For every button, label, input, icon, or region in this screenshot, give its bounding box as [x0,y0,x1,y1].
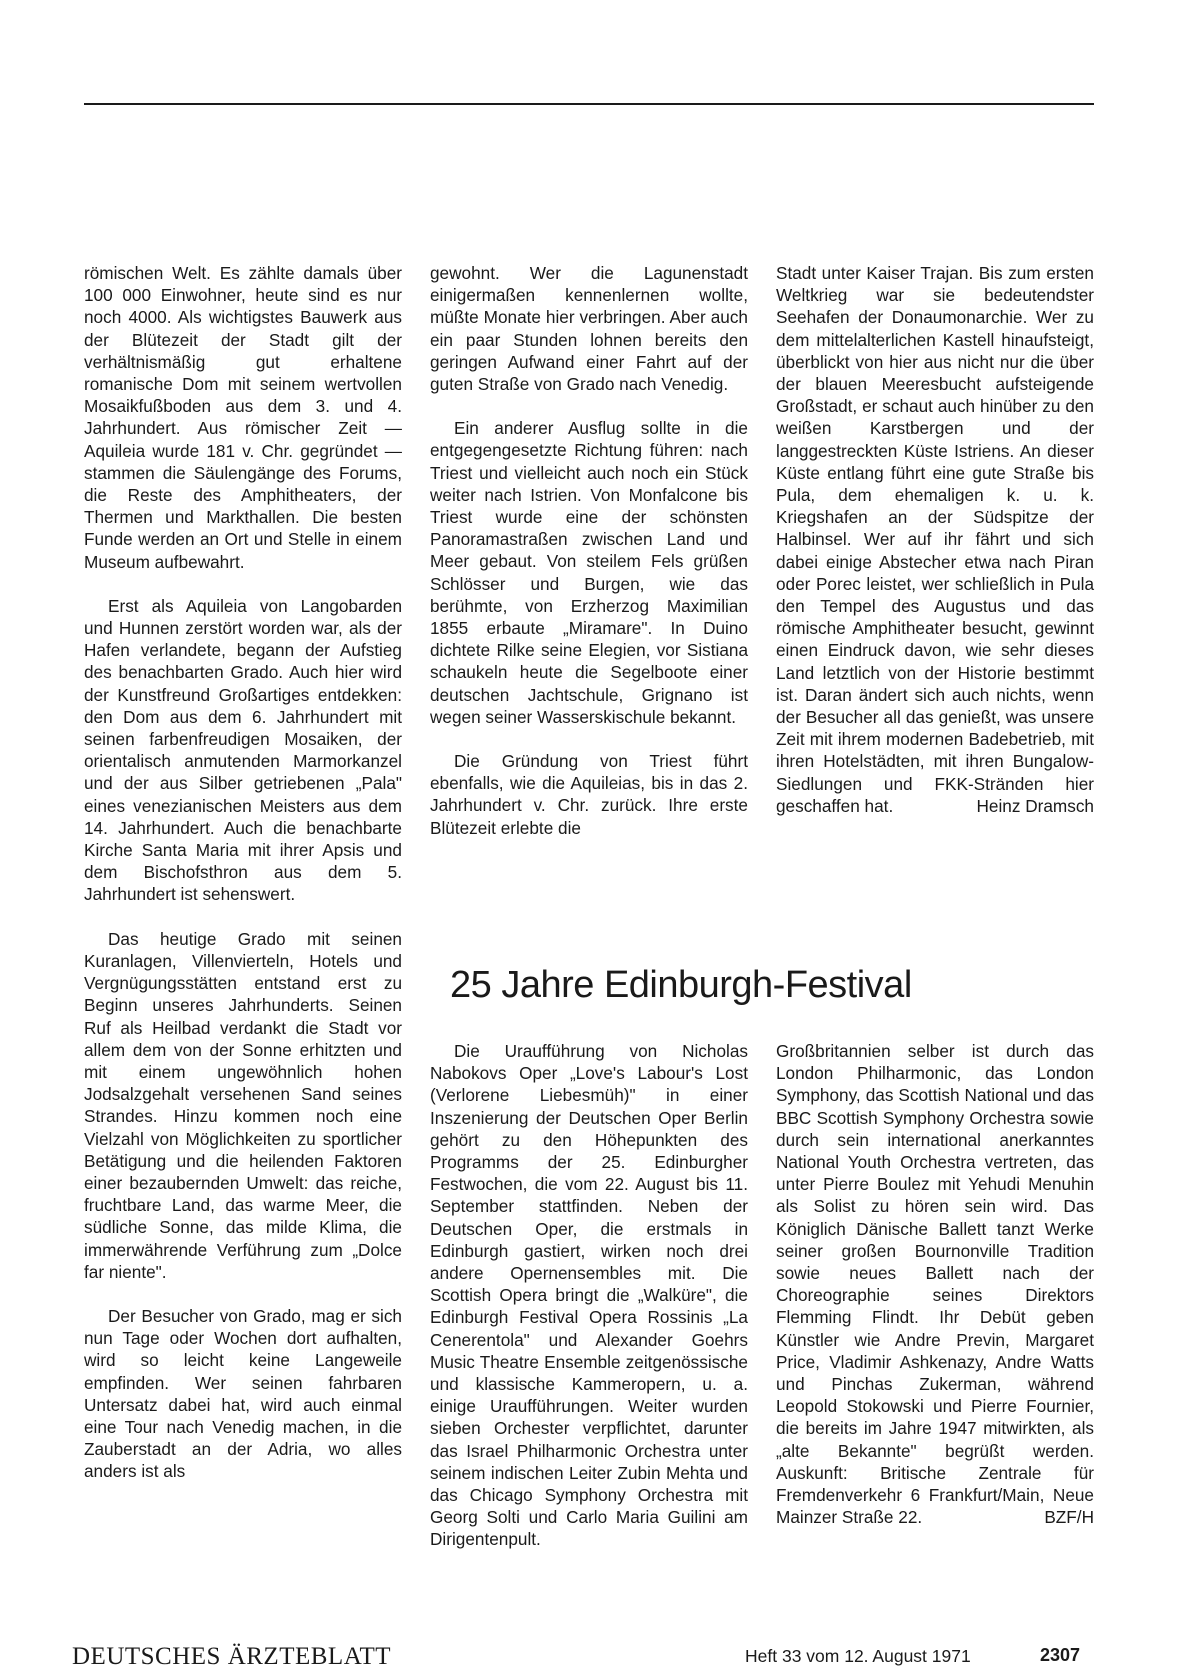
article1-col1-paragraph: Der Besucher von Grado, mag er sich nun Tage oder Wochen dort aufhalten, wird so leicht keine Langeweile empfinden. Wer seinen fahrbaren Untersatz dabei hat, wird auch einmal eine Tour nach Venedig machen, in die Zauberstadt an der Adria, wo alles anders ist als [84,1305,402,1482]
article1-col1-paragraph: Erst als Aquileia von Langobarden und Hunnen zerstört worden war, als der Hafen verlandete, begann der Aufstieg des benachbarten Grado. Auch hier wird der Kunstfreund Großartiges entdekken: den Dom aus dem 6. Jahrhundert mit seinen farbenfreudigen Mosaiken, der orientalisch anmutenden Marmorkanzel und der aus Silber getriebenen „Pala" eines venezianischen Meisters aus dem 14. Jahrhundert. Auch die benachbarte Kirche Santa Maria mit ihrer Apsis und dem Bischofsthron aus dem 5. Jahrhundert ist sehenswert. [84,595,402,905]
page-number: 2307 [1040,1645,1081,1665]
article1-col2-paragraph: Die Gründung von Triest führt ebenfalls, wie die Aquileias, bis in das 2. Jahrhundert v. Chr. zurück. Ihre erste Blütezeit erlebte die [430,751,748,838]
masthead: DEUTSCHES ÄRZTEBLATT [72,1643,392,1670]
source-credit: BZF/H [1044,1507,1094,1528]
top-rule [84,103,1094,105]
article2-headline: 25 Jahre Edinburgh-Festival [450,964,912,1006]
article2-column-1 [430,1040,748,1551]
article2-col2-paragraph: Großbritannien selber ist durch das London Philharmonic, das London Symphony, das Scottish National und das BBC Scottish Symphony Orchestra sowie durch sein international anerkanntes National Youth Orchestra vertreten, das unter Pierre Boulez mit Yehudi Menuhin als Solist zu hören sein wird. Das Königlich Dänische Ballett tanzt Werke seiner großen Bournonville Tradition sowie neues Ballett nach der Choreographie seines Direktors Flemming Flindt. Ihr Debüt geben Künstler wie Andre Previn, Margaret Price, Vladimir Ashkenazy, Andre Watts und Pinchas Zukerman, während Leopold Stokowski und Pierre Fournier, die bereits im Jahre 1947 mitwirkten, als „alte Bekannte" begrüßt werden. Auskunft: Britische Zentrale für Fremdenverkehr 6 Frankfurt/Main, Neue Mainzer Straße 22. [776,1041,1094,1528]
article1-col3-paragraph: Stadt unter Kaiser Trajan. Bis zum ersten Weltkrieg war sie bedeutendster Seehafen der Donaumonarchie. Wer zu dem mittelalterlichen Kastell hinaufsteigt, überblickt von hier aus nicht nur die über der blauen Meeresbucht aufsteigende Großstadt, er schaut auch hinüber zu den weißen Karstbergen und der langgestreckten Küste Istriens. An dieser Küste entlang führt eine gute Straße bis Pula, dem ehemaligen k. u. k. Kriegshafen an der Südspitze der Halbinsel. Wer auf ihr fährt und sich dabei einige Abstecher etwa nach Piran oder Porec leistet, wer schließlich in Pula den Tempel des Augustus und das römische Amphitheater besucht, gewinnt einen Eindruck davon, wie sehr dieses Land letztlich von der Historie bestimmt ist. Daran ändert sich auch nichts, wenn der Besucher all das genießt, was unsere Zeit mit ihrem modernen Badebetrieb, mit ihren Hotelstädten, mit ihren Bungalow-Siedlungen und FKK-Stränden hier geschaffen hat. [776,263,1094,816]
article1-column-2 [430,262,748,839]
article2-col1-paragraph: Die Uraufführung von Nicholas Nabokovs Oper „Love's Labour's Lost (Verlorene Liebesmüh)" in einer Inszenierung der Deutschen Oper Berlin gehört zu den Höhepunkten des Programms der 25. Edinburgher Festwochen, die vom 22. August bis 11. September stattfinden. Neben der Deutschen Oper, die erstmals in Edinburgh gastiert, wirken noch drei andere Opernensembles mit. Die Scottish Opera bringt die „Walküre", die Edinburgh Festival Opera Rossinis „La Cenerentola" und Alexander Goehrs Music Theatre Ensemble zeitgenössische und klassische Kammeropern, u. a. einige Uraufführungen. Weiter wurden sieben Orchester verpflichtet, darunter das Israel Philharmonic Orchestra unter seinem indischen Leiter Zubin Mehta und das Chicago Symphony Orchestra mit Georg Solti und Carlo Maria Guilini am Dirigentenpult. [430,1041,748,1550]
article2-column-2 [776,1040,1094,1529]
article1-col1-paragraph: römischen Welt. Es zählte damals über 100 000 Einwohner, heute sind es nur noch 4000. Als wichtigstes Bauwerk aus der Blütezeit der Stadt gilt der verhältnismäßig gut erhaltene romanische Dom mit seinem wertvollen Mosaikfußboden aus dem 3. und 4. Jahrhundert. Aus römischer Zeit — Aquileia wurde 181 v. Chr. gegründet — stammen die Säulengänge des Forums, die Reste des Amphitheaters, der Thermen und Markthallen. Die besten Funde werden an Ort und Stelle in einem Museum aufbewahrt. [84,263,402,572]
issue-info: Heft 33 vom 12. August 1971 [745,1646,971,1666]
article1-column-1 [84,262,402,1483]
article1-column-3 [776,262,1094,817]
author-signature: Heinz Dramsch [976,796,1094,817]
article1-col2-paragraph: gewohnt. Wer die Lagunenstadt einigermaßen kennenlernen wollte, müßte Monate hier verbringen. Aber auch ein paar Stunden lohnen bereits den geringen Aufwand einer Fahrt auf der guten Straße von Grado nach Venedig. [430,263,748,395]
article1-col2-paragraph: Ein anderer Ausflug sollte in die entgegengesetzte Richtung führen: nach Triest und vielleicht auch noch ein Stück weiter nach Istrien. Von Monfalcone bis Triest wurde eine der schönsten Panoramastraßen zwischen Land und Meer gebaut. Von steilem Fels grüßen Schlösser und Burgen, wie das berühmte, von Erzherzog Maximilian 1855 erbaute „Miramare". In Duino dichtete Rilke seine Elegien, vor Sistiana schaukeln heute die Segelboote einer deutschen Jachtschule, Grignano ist wegen seiner Wasserskischule bekannt. [430,418,748,727]
article1-col1-paragraph: Das heutige Grado mit seinen Kuranlagen, Villenvierteln, Hotels und Vergnügungsstätten entstand erst zu Beginn unseres Jahrhunderts. Seinen Ruf als Heilbad verdankt die Stadt vor allem dem von der Sonne erhitzten und mit einem ungewöhnlich hohen Jodsalzgehalt versehenen Sand seines Strandes. Hinzu kommen noch eine Vielzahl von Möglichkeiten zu sportlicher Betätigung und die heilenden Faktoren einer bezaubernden Umwelt: das reiche, fruchtbare Land, das warme Meer, die südliche Sonne, das milde Klima, die immerwährende Verführung zum „Dolce far niente". [84,928,402,1282]
